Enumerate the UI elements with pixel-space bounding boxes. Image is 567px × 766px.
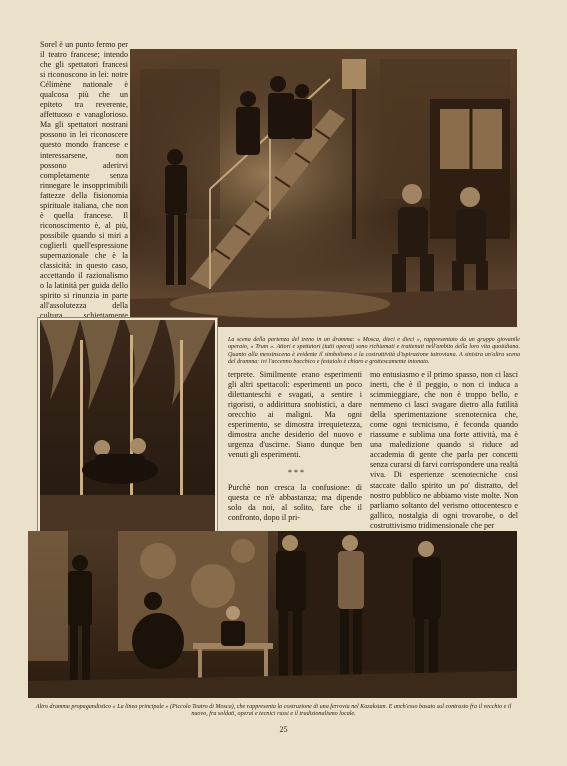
section-separator: *** (288, 468, 306, 477)
article-column-2-continued: Purchè non cresca la confusione: di questa ce n'è abbastanza; ma dipende solo da noi, al solito, fare che il confronto, dopo il pri- (228, 483, 362, 523)
caption-top-photo: La scena della partenza del treno in un dramma: « Mosca, dieci e dieci », rappresentato da un gruppo giovanile operaio, « Trum ». Attori e spettatori (tutti operai) sono richiamati e trattenuti nell'ambito della loro vita quotidiana. Quanto alla messinscena è evidente il simbolismo e la costruttività d'ispirazione tairoviana. A sinistra un'altra scena del dramma: ivi l'accenno bacchico e festaiolo è chiaro e grottescamente intonato. (228, 337, 520, 366)
caption-bottom-photo: Altro dramma propagandistico « La linea principale » (Piccolo Teatro di Mosca), che rappresenta la costruzione di una ferrovia nel Kazakstan. E anch'esso basato sul contrasto fra il vecchio e il nuovo, fra soldati, operai e tecnici russi e il tradizionalismo locale. (35, 704, 512, 718)
photo-railway-drama (28, 531, 517, 698)
photo-bacchic-scene (38, 318, 217, 536)
page-number: 25 (279, 725, 288, 734)
article-column-1: Sorel è un punto fermo per il teatro francese; intendo che gli spettatori francesi si riconoscono in lei: notre Célimène nationale è qualcosa più che un epiteto tra reverente, affettuoso e vanaglorioso. Ma gli spettatori nostrani possono in lei riconoscere questo mondo francese e interessarsene, non possono aderirvi completamente senza rinnegare le insopprimibili fattezze della fisionomia spirituale italiana, che non è quella francese. Il riconoscimento è, al più, possibile quando si miri a coglierli quell'espressione supernazionale che è la classicità: in questo caso, accettando il razionalismo o la latinità per guida dello spirito si rinunzia in parte all'assolutezza della cultura schiettamente (40, 40, 128, 321)
article-column-2: terprete. Similmente erano esperimenti gli altri spettacoli: esperimenti un poco dilettanteschi e svagati, a sentire i rigoristi, o addirittura snobistici, a dare orecchio ai maligni. Ma ogni esperimento, se dimostra irrequietezza, dimostra anche desiderio del nuovo e urgenza d'uscirne. Siano dunque ben venuti gli esperimenti. (228, 370, 362, 460)
photo-stage-train-departure (130, 49, 517, 327)
article-column-3: mo entusiasmo e il primo spasso, non ci lasci inerti, che è il peggio, o non ci induca a scimmieggiare, che non è troppo bello, e nemmeno ci lasci svagare dietro alla futilità della sperimentazione scenotecnica che, come ogni tecnicismo, è feconda quando riassume e sublima una forte attività, ma è una maledizione quando si riduce ad accademia di gente che parla per concetti senza curarsi di farvi corrispondere una realtà viva. Di esperienze scenotecniche così staccate dallo spirito un po' distratto, del nostro pubblico ne abbiamo viste molte. Non parliamo soltanto del verismo ottocentesco e gallico, nostalgia di ogni trovarobe, o del costruttivismo tridimensionale che per (370, 370, 518, 530)
